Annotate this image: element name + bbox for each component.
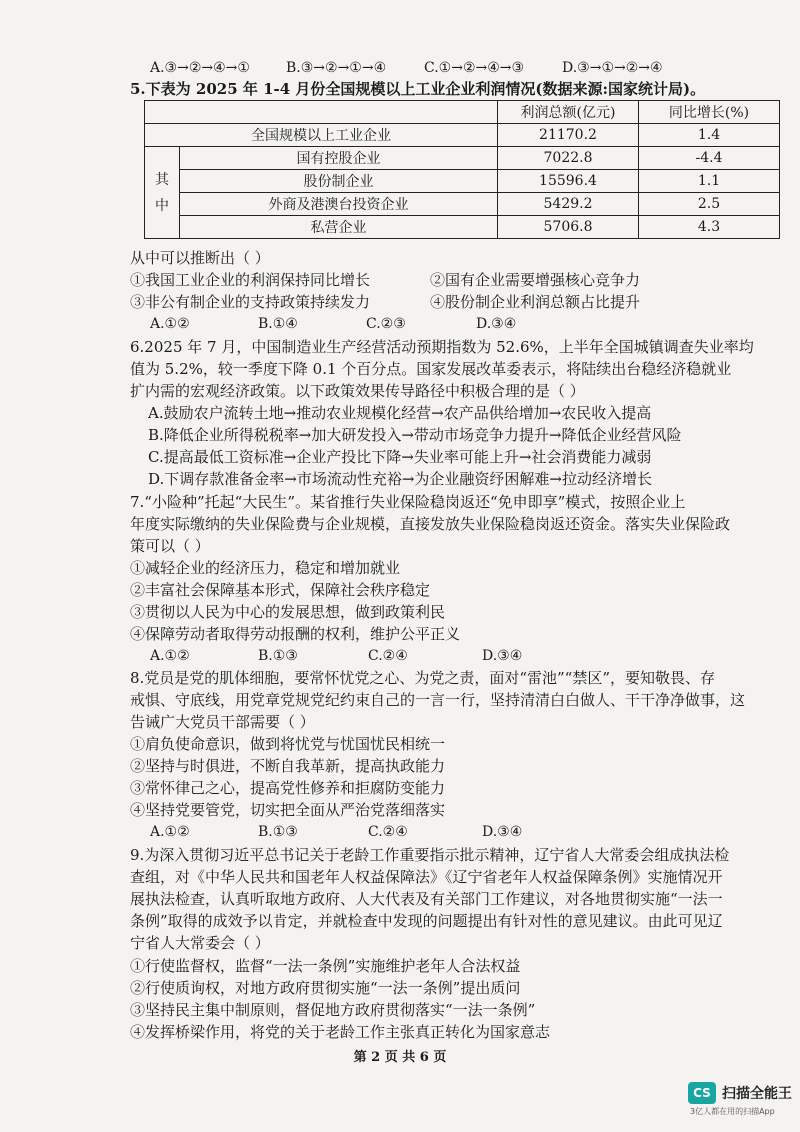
q8-item-3: ③常怀律己之心，提高党性修养和拒腐防变能力 — [130, 779, 446, 797]
q5-option-a: A.①② — [150, 316, 190, 332]
row-total-profit: 21170.2 — [498, 124, 639, 147]
q9-stem-line-5: 宁省人大常委会（ ） — [130, 934, 270, 952]
q8-stem-line-3: 告诫广大党员干部需要（ ） — [130, 713, 315, 731]
row-profit: 15596.4 — [498, 170, 639, 193]
scanner-tagline: 3亿人都在用的扫描App — [690, 1107, 775, 1116]
q4-options — [150, 58, 663, 78]
q9-item-4: ④发挥桥梁作用，将党的关于老龄工作主张真正转化为国家意志 — [130, 1023, 551, 1041]
q5-item-2: ②国有企业需要增强核心竞争力 — [430, 271, 641, 289]
page-footer: 第 2 页 共 6 页 — [353, 1050, 447, 1065]
q9-item-3: ③坚持民主集中制原则，督促地方政府贯彻落实“一法一条例” — [130, 1001, 536, 1019]
q7-item-1: ①减轻企业的经济压力，稳定和增加就业 — [130, 559, 401, 577]
q4-option-d: D.③→①→②→④ — [562, 60, 663, 76]
camscanner-logo-icon: CS — [688, 1082, 716, 1104]
q8-item-2: ②坚持与时俱进，不断自我革新，提高执政能力 — [130, 757, 446, 775]
q7-item-2: ②丰富社会保障基本形式，保障社会秩序稳定 — [130, 581, 431, 599]
q8-item-1: ①肩负使命意识，做到将忧党与忧国忧民相统一 — [130, 735, 446, 753]
q4-option-b: B.③→②→①→④ — [286, 60, 387, 76]
q8-option-c: C.②④ — [368, 824, 408, 840]
q7-option-a: A.①② — [150, 648, 190, 664]
profit-table — [144, 100, 780, 239]
row-profit: 5429.2 — [498, 193, 639, 216]
q7-stem-line-1: 7.“小险种”托起“大民生”。某省推行失业保险稳岗返还“免申即享”模式，按照企业上 — [130, 493, 686, 511]
q7-options — [150, 646, 522, 666]
row-name: 国有控股企业 — [180, 147, 498, 170]
q6-stem-line-1: 6.2025 年 7 月，中国制造业生产经营活动预期指数为 52.6%，上半年全国城镇调查失业率均 — [130, 338, 754, 356]
row-growth: 1.1 — [639, 170, 780, 193]
q5-item-1: ①我国工业企业的利润保持同比增长 — [130, 271, 371, 289]
q6-option-b: B.降低企业所得税税率→加大研发投入→带动市场竞争力提升→降低企业经营风险 — [148, 426, 682, 444]
q6-option-d: D.下调存款准备金率→市场流动性充裕→为企业融资纾困解难→拉动经济增长 — [148, 470, 652, 488]
q9-stem-line-4: 条例”取得的成效予以肯定，并就检查中发现的问题提出有针对性的意见建议。由此可见辽 — [130, 912, 723, 930]
row-name: 外商及港澳台投资企业 — [180, 193, 498, 216]
group-label: 其 中 — [145, 147, 180, 239]
q8-item-4: ④坚持党要管党，切实把全面从严治党落细落实 — [130, 801, 446, 819]
q8-option-b: B.①③ — [258, 824, 298, 840]
q8-options — [150, 822, 522, 842]
q8-stem-line-1: 8.党员是党的肌体细胞，要常怀忧党之心、为党之责，面对“雷池”“禁区”，要知敬畏、存 — [130, 669, 715, 687]
row-name: 股份制企业 — [180, 170, 498, 193]
q9-stem-line-1: 9.为深入贯彻习近平总书记关于老龄工作重要指示批示精神，辽宁省人大常委会组成执法检 — [130, 846, 730, 864]
row-total-name: 全国规模以上工业企业 — [145, 124, 498, 147]
q5-stem: 5.下表为 2025 年 1-4 月份全国规模以上工业企业利润情况(数据来源:国家统计局)。 — [130, 80, 706, 98]
scanner-watermark — [688, 1082, 792, 1104]
q5-option-b: B.①④ — [258, 316, 298, 332]
row-growth: -4.4 — [639, 147, 780, 170]
q9-item-1: ①行使监督权，监督“一法一条例”实施维护老年人合法权益 — [130, 957, 521, 975]
table-corner — [145, 101, 498, 124]
q7-item-4: ④保障劳动者取得劳动报酬的权利，维护公平正义 — [130, 625, 461, 643]
q5-infer: 从中可以推断出（ ） — [130, 249, 270, 267]
row-profit: 7022.8 — [498, 147, 639, 170]
q5-item-3: ③非公有制企业的支持政策持续发力 — [130, 293, 371, 311]
row-profit: 5706.8 — [498, 216, 639, 239]
q7-stem-line-2: 年度实际缴纳的失业保险费与企业规模，直接发放失业保险稳岗返还资金。落实失业保险政 — [130, 515, 731, 533]
q4-option-a: A.③→②→④→① — [150, 60, 250, 76]
q7-item-3: ③贯彻以人民为中心的发展思想，做到政策利民 — [130, 603, 446, 621]
q8-stem-line-2: 戒惧、守底线，用党章党规党纪约束自己的一言一行，坚持清清白白做人、干干净净做事，这 — [130, 691, 746, 709]
row-growth: 4.3 — [639, 216, 780, 239]
q8-option-d: D.③④ — [482, 824, 523, 840]
row-name: 私营企业 — [180, 216, 498, 239]
q9-stem-line-2: 查组，对《中华人民共和国老年人权益保障法》《辽宁省老年人权益保障条例》实施情况开 — [130, 868, 723, 886]
q7-option-c: C.②④ — [368, 648, 408, 664]
q7-option-d: D.③④ — [482, 648, 523, 664]
row-total-growth: 1.4 — [639, 124, 780, 147]
q5-option-c: C.②③ — [366, 316, 406, 332]
q4-option-c: C.①→②→④→③ — [424, 60, 525, 76]
q7-option-b: B.①③ — [258, 648, 298, 664]
q9-stem-line-3: 展执法检查，认真听取地方政府、人大代表及有关部门工作建议，对各地贯彻实施“一法一 — [130, 890, 723, 908]
row-growth: 2.5 — [639, 193, 780, 216]
q6-option-c: C.提高最低工资标准→企业产投比下降→失业率可能上升→社会消费能力减弱 — [148, 448, 652, 466]
q5-options — [150, 314, 516, 334]
q8-option-a: A.①② — [150, 824, 190, 840]
header-growth: 同比增长(%) — [639, 101, 780, 124]
q7-stem-line-3: 策可以（ ） — [130, 537, 210, 555]
q6-stem-line-3: 扩内需的宏观经济政策。以下政策效果传导路径中积极合理的是（ ） — [130, 382, 585, 400]
header-profit: 利润总额(亿元) — [498, 101, 639, 124]
q6-stem-line-2: 值为 5.2%，较一季度下降 0.1 个百分点。国家发展改革委表示，将陆续出台稳经济稳就业 — [130, 360, 732, 378]
q5-option-d: D.③④ — [476, 316, 517, 332]
q6-option-a: A.鼓励农户流转土地→推动农业规模化经营→农产品供给增加→农民收入提高 — [148, 404, 652, 422]
q9-item-2: ②行使质询权，对地方政府贯彻实施“一法一条例”提出质问 — [130, 979, 521, 997]
scanner-name: 扫描全能王 — [722, 1086, 792, 1102]
q5-item-4: ④股份制企业利润总额占比提升 — [430, 293, 641, 311]
